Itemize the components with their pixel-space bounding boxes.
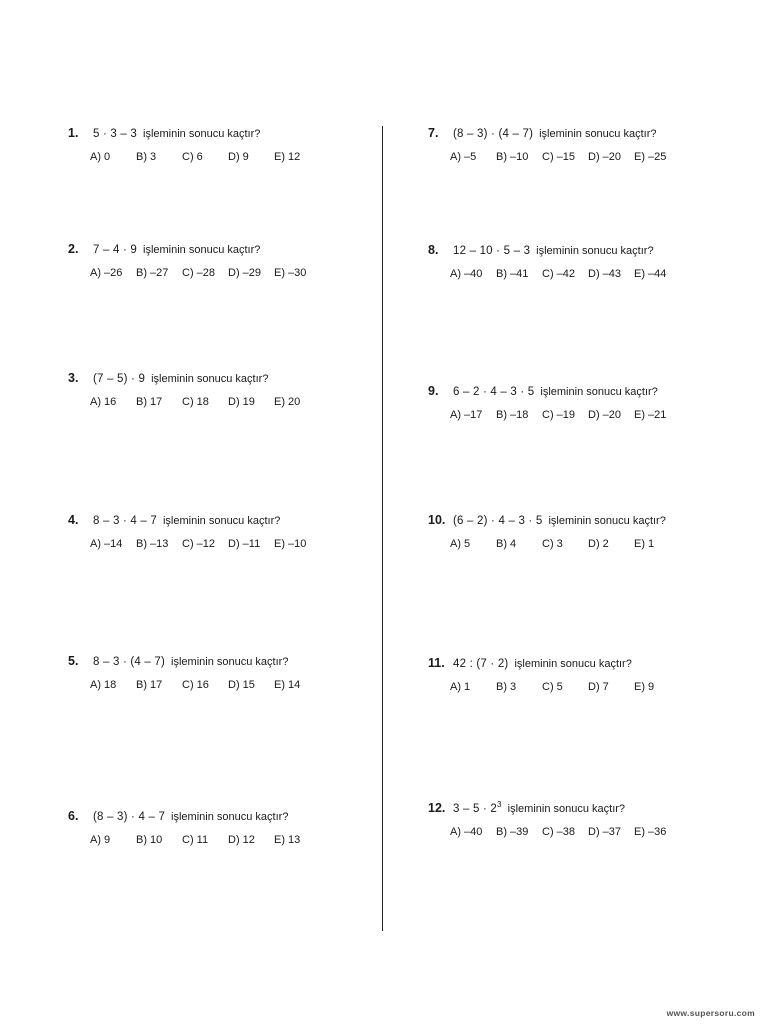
option-c: C) –15: [542, 151, 576, 163]
question-expression: 8 – 3 · 4 – 7: [93, 515, 157, 527]
option-e: E) 12: [274, 151, 301, 163]
option-a: A) –40: [450, 268, 483, 280]
option-b: B) 17: [136, 396, 163, 408]
option-a: A) –5: [450, 151, 477, 163]
answer-options: [90, 834, 398, 849]
option-b: B) –27: [136, 267, 169, 279]
answer-options: [90, 538, 398, 553]
question-5: [68, 654, 398, 694]
answer-options: [90, 267, 398, 282]
question-text: işleminin sonucu kaçtır?: [514, 658, 632, 670]
question-number: 10.: [428, 513, 446, 527]
option-b: B) 17: [136, 679, 163, 691]
question-expression: (6 – 2) · 4 – 3 · 5: [453, 515, 543, 527]
option-b: B) –10: [496, 151, 529, 163]
option-b: B) –39: [496, 826, 529, 838]
option-d: D) 7: [588, 681, 609, 693]
answer-options: [90, 396, 398, 411]
question-number: 6.: [68, 809, 79, 823]
option-e: E) 9: [634, 681, 655, 693]
option-e: E) –36: [634, 826, 667, 838]
option-a: A) 5: [450, 538, 471, 550]
question-6: [68, 809, 398, 849]
answer-options: [450, 151, 758, 166]
option-a: A) 18: [90, 679, 117, 691]
option-b: B) –41: [496, 268, 529, 280]
question-text: işleminin sonucu kaçtır?: [539, 128, 657, 140]
option-e: E) –25: [634, 151, 667, 163]
option-e: E) –30: [274, 267, 307, 279]
option-d: D) –11: [228, 538, 261, 550]
question-11: [428, 656, 758, 696]
option-c: C) –12: [182, 538, 216, 550]
question-7: [428, 126, 758, 166]
option-a: A) 0: [90, 151, 111, 163]
question-text: işleminin sonucu kaçtır?: [548, 515, 666, 527]
option-a: A) –40: [450, 826, 483, 838]
option-d: D) 19: [228, 396, 255, 408]
option-c: C) 6: [182, 151, 203, 163]
option-a: A) –17: [450, 409, 483, 421]
question-expression: 8 – 3 · (4 – 7): [93, 656, 166, 668]
option-c: C) –38: [542, 826, 576, 838]
option-a: A) 16: [90, 396, 117, 408]
answer-options: [90, 679, 398, 694]
question-expression: 5 · 3 – 3: [93, 128, 137, 140]
question-12: [428, 801, 758, 841]
answer-options: [90, 151, 398, 166]
question-2: [68, 242, 398, 282]
option-e: E) 14: [274, 679, 301, 691]
option-c: C) 16: [182, 679, 209, 691]
question-number: 5.: [68, 654, 79, 668]
expression-base: 3 – 5 · 2: [453, 803, 497, 815]
option-d: D) –43: [588, 268, 622, 280]
question-number: 11.: [428, 656, 445, 670]
question-text: işleminin sonucu kaçtır?: [143, 244, 261, 256]
option-a: A) 9: [90, 834, 111, 846]
answer-options: [450, 826, 758, 841]
question-expression: (8 – 3) · 4 – 7: [93, 811, 166, 823]
option-d: D) 2: [588, 538, 609, 550]
question-8: [428, 243, 758, 283]
question-expression: 7 – 4 · 9: [93, 244, 137, 256]
answer-options: [450, 681, 758, 696]
question-expression: 12 – 10 · 5 – 3: [453, 245, 531, 257]
option-c: C) –19: [542, 409, 576, 421]
question-text: işleminin sonucu kaçtır?: [143, 128, 261, 140]
option-e: E) –21: [634, 409, 667, 421]
expression-exponent: 3: [497, 800, 502, 809]
question-expression: 42 : (7 · 2): [453, 658, 509, 670]
option-c: C) 5: [542, 681, 563, 693]
option-b: B) 4: [496, 538, 517, 550]
question-text: işleminin sonucu kaçtır?: [540, 386, 658, 398]
option-d: D) 15: [228, 679, 255, 691]
answer-options: [450, 538, 758, 553]
option-a: A) –26: [90, 267, 123, 279]
footer-website: www.supersoru.com: [666, 1008, 755, 1018]
question-3: [68, 371, 398, 411]
option-b: B) 10: [136, 834, 163, 846]
option-a: A) –14: [90, 538, 123, 550]
question-number: 3.: [68, 371, 79, 385]
option-b: B) 3: [496, 681, 517, 693]
option-e: E) 1: [634, 538, 655, 550]
question-9: [428, 384, 758, 424]
question-4: [68, 513, 398, 553]
option-b: B) 3: [136, 151, 157, 163]
option-c: C) –42: [542, 268, 576, 280]
question-number: 9.: [428, 384, 439, 398]
option-d: D) 9: [228, 151, 249, 163]
question-number: 1.: [68, 126, 79, 140]
question-number: 12.: [428, 801, 446, 815]
question-number: 4.: [68, 513, 79, 527]
option-d: D) –37: [588, 826, 622, 838]
option-a: A) 1: [450, 681, 471, 693]
question-10: [428, 513, 758, 553]
answer-options: [450, 409, 758, 424]
option-d: D) –29: [228, 267, 262, 279]
option-d: D) –20: [588, 409, 622, 421]
question-1: [68, 126, 398, 166]
question-expression: [453, 800, 502, 815]
option-e: E) 20: [274, 396, 301, 408]
question-number: 8.: [428, 243, 439, 257]
option-c: C) 3: [542, 538, 563, 550]
option-d: D) 12: [228, 834, 255, 846]
question-text: işleminin sonucu kaçtır?: [151, 373, 269, 385]
question-number: 2.: [68, 242, 79, 256]
question-text: işleminin sonucu kaçtır?: [171, 811, 289, 823]
question-expression: (8 – 3) · (4 – 7): [453, 128, 534, 140]
option-c: C) 18: [182, 396, 209, 408]
option-e: E) 13: [274, 834, 301, 846]
option-c: C) –28: [182, 267, 216, 279]
question-expression: (7 – 5) · 9: [93, 373, 146, 385]
option-b: B) –13: [136, 538, 169, 550]
question-text: işleminin sonucu kaçtır?: [171, 656, 289, 668]
question-text: işleminin sonucu kaçtır?: [162, 515, 281, 527]
option-d: D) –20: [588, 151, 622, 163]
question-text: işleminin sonucu kaçtır?: [507, 803, 626, 815]
question-text: işleminin sonucu kaçtır?: [536, 245, 654, 257]
question-expression: 6 – 2 · 4 – 3 · 5: [453, 386, 535, 398]
option-e: E) –10: [274, 538, 307, 550]
option-c: C) 11: [182, 834, 209, 846]
option-b: B) –18: [496, 409, 529, 421]
answer-options: [450, 268, 758, 283]
option-e: E) –44: [634, 268, 667, 280]
question-number: 7.: [428, 126, 439, 140]
